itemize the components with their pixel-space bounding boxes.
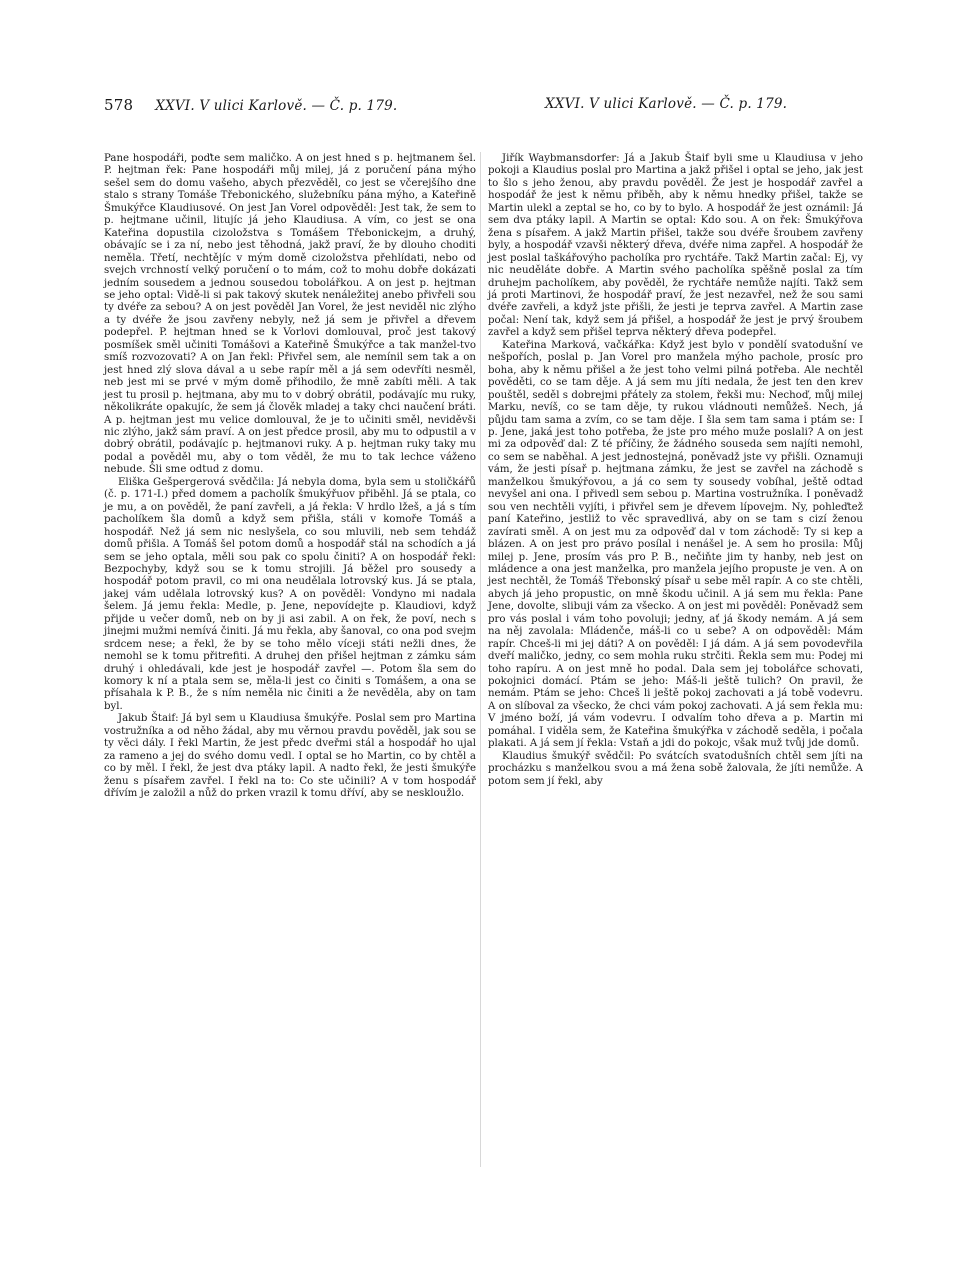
paragraph: Kateřina Marková, vačkářka: Když jest bylo v pondělí svatodušní ve nešpořích, poslal p. Jan Vorel pro manžela mýho pachole, prosíc pro boha, aby k němu přišel a že jest toho velmi pilná potřeba. Ale nechtěl pověděti, co se tam děje. A já sem mu jíti nedala, že jest ten den krev pouštěl, seděl s dobrejmi přátely za stolem, řekši mu: Nechoď, můj milej Marku, nevíš, co se tam děje, ty rukou vládnouti nemůžeš. Nech, já půjdu tam sama a zvím, co se tam děje. I šla sem tam sama i ptám se: I p. Jene, jaká jest toho potřeba, že jste pro mého muže poslali? A on jest mi za odpověď dal: Z té příčiny, že žádného souseda sem najíti nemohl, co sem se naběhal. A jest jednostejná, poněvadž jste vy přišli. Oznamuji vám, že jesti písař p. hejtmana zámku, že jest se zavřel na záchodě s manželkou šmukýřovou, a já co sem ty sousedy vobíhal, ještě odtad nevyšel ani ona. I přivedl sem sebou p. Martina vostružníka. I poněvadž sou ven nechtěli vyjíti, i přivřel sem je dřevem lípovejm. Ny, pohleďtež paní Kateřino, jestliž to věc spravedlivá, aby on se tam s cizí ženou zavírati směl. A on jest mu za odpověď dal v tom záchodě: Ty si kep a blázen. A on jest pro právo posílal i nenášel je. A sem ho prosila: Můj milej p. Jene, prosím vás pro P. B., nečiňte jim ty hanby, neb jest on mládence a ona jest manželka, pro manžela jejího propuste je ven. A on jest nechtěl, že Tomáš Třebonský písař u sebe měl rapír. A co ste chtěli, abych já jeho propustic, on mně škodu učinil. A já sem mu řekla: Pane Jene, dovolte, slibuji vám za všecko. A on jest mi pověděl: Poněvadž sem pro vás poslal i vám toho povoluji; jedny, ať já škody nemám. A já sem na něj zavolala: Mládenče, máš-li co u sebe? A on odpověděl: Mám rapír. Chceš-li mi jej dáti? A on pověděl: I já dám. A já sem povodevřila dveří maličko, jedny, co sem mohla ruku strčiti. Řekla sem mu: Podej mi toho rapíru. A on jest mně ho podal. Dala sem jej tobolářce schovati, pokojnici domácí. Ptám se jeho: Máš-li ještě tulich? On pravil, že nemám. Ptám se jeho: Chceš li ještě pokoj zachovati a já tobě vodevru. A on slíboval za všecko, že chci vám pokoj zachovati. A já sem řekla mu: V jméno boží, já vám vodevru. I odvalím toho dřeva a p. Martin mi pomáhal. I viděla sem, že Kateřina šmukýřka v záchodě seděla, i počala plakati. A já sem jí řekla: Vstaň a jdi do pokojc, však muž tvůj jde domů. [488, 339, 863, 750]
paragraph: Pane hospodáři, poďte sem maličko. A on jest hned s p. hejtmanem šel. P. hejtman řek: Pane hospodáři můj milej, já z poručení pána mýho sešel sem do domu vašeho, abych přezvěděl, co jest se včerejšího dne stalo s strany Tomáše Třebonického, služebníku pána mýho, a Kateřině Šmukýřce Klaudiusové. On jest Jan Vorel odpověděl: Jest tak, že sem to p. hejtmane učinil, litujíc já jeho Klaudiusa. A vím, co jest se ona Kateřina dopustila cizoložstva s Tomášem Třebonickejm, a druhý, obávajíc se i za ní, nebo jest těhodná, jakž praví, že by dlouho choditi neměla. Třetí, nechtějíc v mým domě cizoložstva přehlídati, nebo od svejch vrchností velký poručení o to mám, což to mohu dobře dokázati jedním sousedem a jednou sousedou tobolářkou. A on jest p. hejtman se jeho optal: Vidě-li si pak takový skutek nenáležitej anebo přivřeli sou ty dvéře za sebou? A on jest pověděl Jan Vorel, že jest neviděl nic zlýho a ty dvéře že jsou zavřeny nebyly, než já sem je přivřel a dřevem podepřel. P. hejtman hned se k Vorlovi domlouval, proč jest takový posmíšek směl učiniti Tomášovi a Kateřině Šmukýřce a tak manžel-tvo smíš rozvozovati? A on Jan řekl: Přivřel sem, ale nemínil sem tak a on jest hned zlý slova dával a u sebe rapír měl a já sem odevříti nesměl, neb jest mi se prvé v mým domě přihodilo, že mně zabíti měli. A tak jest tu prosil p. hejtmana, aby mu to v dobrý obrátil, podávajíc mu ruky, několikráte opakujíc, že sem já člověk mladej a taky chci naučení bráti. A p. hejtman jest mu velice domlouval, že je to učiniti směl, neviděvši nic zlýho, jakž sám praví. A on jest předce prosil, aby mu to odpustil a v dobrý obrátil, podávajíc p. hejtmanovi ruky. A p. hejtman ruky taky mu podal a pověděl mu, aby o tom věděl, že mu to tak lechce váženo nebude. Šli sme odtud z domu. [104, 153, 476, 476]
page-number: 578 [104, 96, 134, 114]
running-head-left [104, 96, 397, 114]
running-title-right: XXVI. V ulici Karlově. — Č. p. 179. [545, 96, 788, 112]
column-divider [480, 152, 481, 1167]
paragraph: Jiřík Waybmansdorfer: Já a Jakub Štaif byli sme u Klaudiusa v jeho pokoji a Klaudius poslal pro Martina a jakž přišel i optal se jeho, jak jest to šlo s jeho ženou, aby pravdu pověděl. Že jest je hospodář zavřel a hospodář že jest k němu přiběh, aby k němu hnedky přišel, takže se Martin ulekl a zeptal se ho, co by to bylo. A hospodář že jest oznámil: Já sem dva ptáky lapil. A Martin se optal: Kdo sou. A on řek: Šmukýřova žena s písařem. A jakž Martin přišel, takže sou dvéře šroubem zavřeny byly, a hospodář vzavši některý dřeva, dvéře nima zapřel. A hospodář že jest poslal taškářovýho pacholíka pro rychtáře. Takž Martin začal: Ej, vy nic neuděláte dobře. A Martin svého pacholíka spěšně poslal za tím druhejm pacholíkem, aby pověděl, že rychtáře nemůže najíti. Takž sem já proti Martinovi, že hospodář praví, že jest nezavřel, než že sou sami dvéře zavřeli, a když jste přišli, že jesti je teprva zavřel. A Martin zase počal: Není tak, když sem já přišel, a hospodář že jest je prvý šroubem zavřel a když sem přišel teprva některý dřeva podepřel. [488, 153, 863, 339]
running-title-left: XXVI. V ulici Karlově. — Č. p. 179. [155, 98, 398, 114]
left-column [104, 153, 476, 801]
running-head-right [545, 96, 787, 112]
right-column [488, 153, 863, 788]
paragraph: Jakub Štaif: Já byl sem u Klaudiusa šmukýře. Poslal sem pro Martina vostružníka a od něho žádal, aby mu věrnou pravdu pověděl, jak sou se ty věci dály. I řekl Martin, že jest předc dveřmi stál a hospodář ho ujal za rameno a jej do svého domu vedl. I optal se ho Martin, co by chtěl a co by měl. I řekl, že jest dva ptáky lapil. A nadto řekl, že jesti šmukýře ženu s písařem zavřel. I řekl na to: Co ste učinili? A v tom hospodář dřívím je založil a nůž do prken vrazil k tomu dříví, aby se neskloužlo. [104, 713, 476, 800]
paragraph: Eliška Gešpergerová svědčila: Já nebyla doma, byla sem u stoličkářů (č. p. 171-I.) před domem a pacholík šmukýřuov přiběhl. Já se ptala, co je mu, a on pověděl, že paní zavřeli, a já řekla: V hrdlo lžeš, a já s tím pacholíkem šla domů a když sem přišla, stáli v komoře Tomáš a hospodář. Než já sem nic neslyšela, co sou mluvili, neb sem tehdáž domů přišla. A Tomáš šel potom domů a hospodář stál na schodích a já sem se jeho optala, měli sou pak co spolu činiti? A on hospodář řekl: Bezpochyby, když sou se k tomu strojili. Já běžel pro sousedy a hospodář potom pravil, co mi ona neudělala lotrovský kus. Já se ptala, jakej vám udělala lotrovský kus? A on pověděl: Vondyno mi nadala šelem. Já jemu řekla: Medle, p. Jene, nepovídejte p. Klaudiovi, když přijde u večer domů, neb on by ji asi zabil. A on řek, že poví, nech s jinejmi mužmi nemívá činiti. Já mu řekla, aby šanoval, co ona pod svejm srdcem nese; a řekl, že by se toho mělo víceji státi nežli dnes, že nemohl se k tomu přitrefiti. A druhej den přišel hejtman z zámku sám druhý i ohledávali, kde jest je hospodář zavřel —. Potom šla sem do komory k ní a ptala sem se, měla-li jest co činiti s Tomášem, a ona se přísahala k P. B., že s ním neměla nic činiti a že nevěděla, aby on tam byl. [104, 476, 476, 712]
paragraph: Klaudius šmukýř svědčil: Po svátcích svatodušních chtěl sem jíti na procházku s manželkou svou a má žena sobě žalovala, že jíti nemůže. A potom sem jí řekl, aby [488, 750, 863, 787]
